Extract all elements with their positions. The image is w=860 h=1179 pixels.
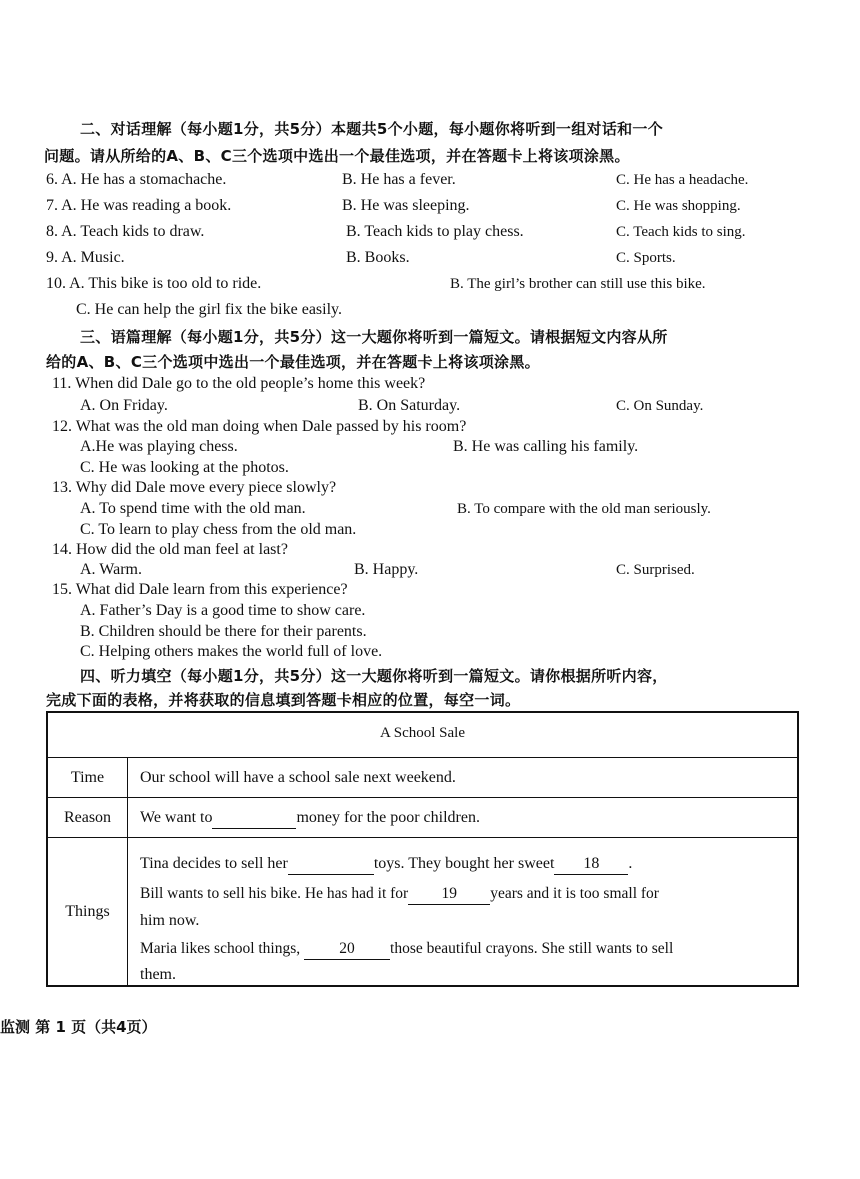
tina-mid: toys. They bought her sweet	[373, 855, 555, 872]
reason-pre: We want to	[140, 809, 213, 826]
q8-option-b: B. Teach kids to play chess.	[346, 223, 524, 240]
q13-option-a: A. To spend time with the old man.	[80, 500, 306, 517]
tina-line	[140, 854, 791, 875]
q11-option-a: A. On Friday.	[80, 397, 168, 414]
school-sale-table	[46, 711, 799, 987]
q8-option-a: 8. A. Teach kids to draw.	[46, 223, 205, 240]
q15-option-a: A. Father’s Day is a good time to show care.	[80, 602, 366, 619]
reason-post: money for the poor children.	[296, 809, 480, 826]
q15-option-c: C. Helping others makes the world full of love.	[80, 643, 383, 660]
q15-option-b: B. Children should be there for their parents.	[80, 623, 367, 640]
q6-option-b: B. He has a fever.	[342, 171, 456, 188]
q11-option-c: C. On Sunday.	[616, 398, 704, 414]
reason-text	[140, 808, 791, 829]
table-title: A School Sale	[380, 725, 465, 741]
section4-heading-line2: 完成下面的表格，并将获取的信息填到答题卡相应的位置，每空一词。	[46, 691, 521, 709]
q9-option-c: C. Sports.	[616, 250, 676, 266]
time-label: Time	[48, 758, 128, 797]
q12-option-b: B. He was calling his family.	[453, 438, 639, 455]
q11-option-b: B. On Saturday.	[358, 397, 461, 414]
maria-line2: them.	[140, 966, 176, 983]
q9-option-a: 9. A. Music.	[46, 249, 125, 266]
q6-option-a: 6. A. He has a stomachache.	[46, 171, 227, 188]
q7-option-b: B. He was sleeping.	[342, 197, 470, 214]
time-text: Our school will have a school sale next weekend.	[140, 769, 456, 786]
q9-option-b: B. Books.	[346, 249, 410, 266]
page-footer: 监测 第 1 页（共4页）	[0, 1018, 157, 1036]
maria-pre: Maria likes school things,	[140, 940, 301, 957]
q10-option-a: 10. A. This bike is too old to ride.	[46, 275, 262, 292]
section2-heading-line1: 二、对话理解（每小题1分，共5分）本题共5个小题，每小题你将听到一组对话和一个	[80, 120, 664, 138]
tina-blank	[288, 854, 374, 875]
q12-option-c: C. He was looking at the photos.	[80, 459, 289, 476]
tina-end: .	[628, 855, 633, 872]
blank-18: 18	[554, 854, 628, 875]
bill-line2: him now.	[140, 912, 200, 929]
reason-label: Reason	[48, 798, 128, 837]
q8-option-c: C. Teach kids to sing.	[616, 224, 746, 240]
table-row-reason	[48, 798, 797, 838]
q12-option-a: A.He was playing chess.	[80, 438, 238, 455]
q13-option-c: C. To learn to play chess from the old man.	[80, 521, 357, 538]
reason-blank	[212, 808, 296, 829]
blank-20: 20	[304, 939, 390, 960]
bill-post: years and it is too small for	[490, 885, 659, 902]
section4-heading-line1: 四、听力填空（每小题1分，共5分）这一大题你将听到一篇短文。请你根据所听内容，	[80, 667, 668, 685]
maria-post: those beautiful crayons. She still wants to sell	[390, 940, 674, 957]
table-row-time	[48, 758, 797, 798]
q7-option-c: C. He was shopping.	[616, 198, 741, 214]
q6-option-c: C. He has a headache.	[616, 172, 749, 188]
bill-line	[140, 884, 791, 905]
q14-option-c: C. Surprised.	[616, 562, 695, 578]
q10-option-b: B. The girl’s brother can still use this bike.	[450, 276, 706, 292]
blank-19: 19	[408, 884, 490, 905]
maria-line	[140, 939, 791, 960]
q14-stem: 14. How did the old man feel at last?	[52, 541, 288, 558]
q14-option-a: A. Warm.	[80, 561, 142, 578]
q12-stem: 12. What was the old man doing when Dale passed by his room?	[52, 418, 467, 435]
q11-stem: 11. When did Dale go to the old people’s home this week?	[52, 375, 426, 392]
q15-stem: 15. What did Dale learn from this experience?	[52, 581, 348, 598]
q10-option-c: C. He can help the girl fix the bike easily.	[76, 301, 342, 318]
things-label: Things	[48, 838, 128, 985]
tina-pre: Tina decides to sell her	[140, 855, 288, 872]
q7-option-a: 7. A. He was reading a book.	[46, 197, 232, 214]
q14-option-b: B. Happy.	[354, 561, 419, 578]
table-title-row	[48, 713, 797, 758]
q13-option-b: B. To compare with the old man seriously.	[457, 501, 711, 517]
bill-pre: Bill wants to sell his bike. He has had it for	[140, 885, 409, 902]
q13-stem: 13. Why did Dale move every piece slowly?	[52, 479, 337, 496]
section3-heading-line2: 给的A、B、C三个选项中选出一个最佳选项，并在答题卡上将该项涂黑。	[46, 353, 540, 371]
section3-heading-line1: 三、语篇理解（每小题1分，共5分）这一大题你将听到一篇短文。请根据短文内容从所	[80, 328, 668, 346]
table-row-things	[48, 838, 797, 985]
section2-heading-line2: 问题。请从所给的A、B、C三个选项中选出一个最佳选项，并在答题卡上将该项涂黑。	[44, 147, 630, 165]
